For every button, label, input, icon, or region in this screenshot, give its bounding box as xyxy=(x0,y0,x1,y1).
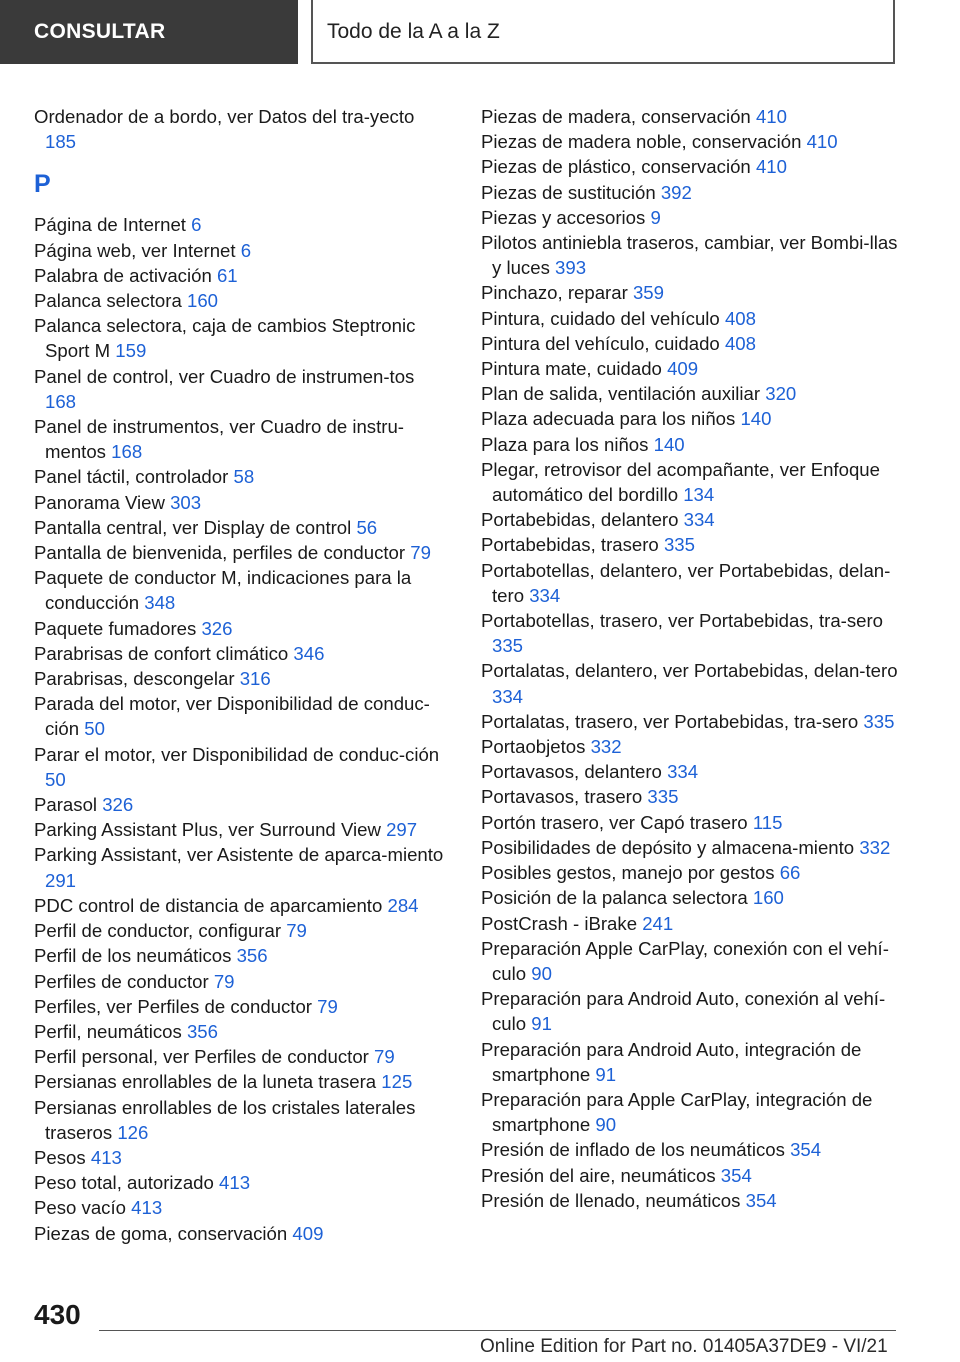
index-entry xyxy=(481,1163,911,1188)
entry-term: Plan de salida, ventilación auxiliar xyxy=(481,383,761,405)
page-reference-link[interactable]: 335 xyxy=(663,534,695,556)
page-reference-link[interactable]: 140 xyxy=(653,433,685,455)
index-entry xyxy=(481,835,911,860)
index-entry xyxy=(481,810,911,835)
index-entry xyxy=(34,817,444,842)
chapter-title: Todo de la A a la Z xyxy=(311,0,895,64)
index-entry xyxy=(481,1037,911,1087)
entry-term: Piezas de plástico, conservación xyxy=(481,156,751,178)
page-reference-link[interactable]: 320 xyxy=(765,383,797,405)
footer-divider xyxy=(99,1330,896,1331)
index-list-pre xyxy=(34,104,444,154)
index-entry xyxy=(481,658,911,708)
entry-term: Pinchazo, reparar xyxy=(481,282,628,304)
entry-term: Piezas y accesorios xyxy=(481,206,646,228)
entry-term: Pintura, cuidado del vehículo xyxy=(481,307,720,329)
page-reference-link[interactable]: 125 xyxy=(381,1071,413,1093)
index-entry xyxy=(481,532,911,557)
entry-term: Perfiles, ver Perfiles de conductor xyxy=(34,995,312,1017)
entry-term: Paquete de conductor M, indicaciones para la conducción xyxy=(34,567,412,614)
entry-term: Portabebidas, delantero xyxy=(481,509,679,531)
index-entry xyxy=(34,515,444,540)
index-entry xyxy=(34,641,444,666)
page-reference-link[interactable]: 79 xyxy=(213,970,235,992)
page-reference-link[interactable]: 326 xyxy=(201,617,233,639)
page-reference-link[interactable]: 413 xyxy=(219,1172,251,1194)
entry-term: Página web, ver Internet xyxy=(34,239,236,261)
index-entry xyxy=(34,1019,444,1044)
page-reference-link[interactable]: 140 xyxy=(740,408,772,430)
page-header xyxy=(0,0,960,66)
entry-term: Portavasos, trasero xyxy=(481,786,643,808)
index-entry xyxy=(481,406,911,431)
index-entry xyxy=(481,381,911,406)
letter-heading: P xyxy=(34,170,51,199)
page-reference-link[interactable]: 413 xyxy=(131,1197,163,1219)
entry-term: Portaobjetos xyxy=(481,736,586,758)
index-entry xyxy=(481,1087,911,1137)
index-entry xyxy=(481,885,911,910)
page-reference-link[interactable]: 359 xyxy=(632,282,664,304)
page-reference-link[interactable]: 303 xyxy=(170,491,202,513)
entry-term: Perfil de conductor, configurar xyxy=(34,920,282,942)
page-reference-link[interactable]: 413 xyxy=(90,1146,122,1168)
index-entry xyxy=(481,205,911,230)
page-reference-link[interactable]: 297 xyxy=(386,819,418,841)
index-entry xyxy=(34,288,444,313)
page-reference-link[interactable]: 126 xyxy=(117,1121,149,1143)
page-reference-link[interactable]: 354 xyxy=(745,1189,777,1211)
page-reference-link[interactable]: 50 xyxy=(45,768,66,790)
entry-term: Peso total, autorizado xyxy=(34,1172,214,1194)
index-entry xyxy=(481,1188,911,1213)
page-reference-link[interactable]: 346 xyxy=(293,642,325,664)
entry-term: Presión del aire, neumáticos xyxy=(481,1164,716,1186)
entry-term: Perfiles de conductor xyxy=(34,970,209,992)
page-reference-link[interactable]: 335 xyxy=(647,786,679,808)
index-entry xyxy=(481,306,911,331)
entry-term: Portalatas, delantero, ver Portabebidas, delan‐tero xyxy=(481,660,898,682)
entry-term: Paquete fumadores xyxy=(34,617,197,639)
page-reference-link[interactable]: 134 xyxy=(683,484,715,506)
entry-term: Palabra de activación xyxy=(34,264,212,286)
entry-term: Portabebidas, trasero xyxy=(481,534,659,556)
index-entry xyxy=(34,1221,444,1246)
index-entry xyxy=(34,238,444,263)
entry-term: Panorama View xyxy=(34,491,165,513)
entry-term: Perfil de los neumáticos xyxy=(34,945,232,967)
page-reference-link[interactable]: 334 xyxy=(667,761,699,783)
entry-term: Pesos xyxy=(34,1146,86,1168)
entry-term: Preparación para Android Auto, integración de smartphone xyxy=(481,1038,862,1085)
index-entry xyxy=(34,565,444,615)
entry-term: Preparación para Apple CarPlay, integración de smartphone xyxy=(481,1088,873,1136)
entry-term: Parasol xyxy=(34,794,98,816)
section-label: CONSULTAR xyxy=(0,0,298,64)
index-entry xyxy=(481,104,911,129)
entry-term: Portabotellas, delantero, ver Portabebidas, delan‐tero xyxy=(481,559,891,606)
index-entry xyxy=(481,911,911,936)
page-reference-link[interactable]: 79 xyxy=(410,542,431,564)
index-entry xyxy=(481,129,911,154)
index-list-right xyxy=(481,104,911,1213)
page-number: 430 xyxy=(34,1299,81,1330)
index-entry xyxy=(481,1137,911,1162)
index-entry xyxy=(481,356,911,381)
page-reference-link[interactable]: 291 xyxy=(45,869,77,891)
index-entry xyxy=(34,616,444,641)
index-entry xyxy=(481,457,911,507)
page-reference-link[interactable]: 356 xyxy=(186,1020,218,1042)
index-entry xyxy=(34,1095,444,1145)
index-list-left xyxy=(34,212,444,1245)
page-reference-link[interactable]: 50 xyxy=(84,718,105,740)
index-entry xyxy=(481,154,911,179)
index-entry xyxy=(34,414,444,464)
entry-term: Parar el motor, ver Disponibilidad de conduc‐ción xyxy=(34,743,440,765)
page-reference-link[interactable]: 354 xyxy=(790,1139,822,1161)
index-entry xyxy=(34,691,444,741)
index-entry xyxy=(34,464,444,489)
index-entry xyxy=(481,280,911,305)
index-entry xyxy=(481,230,911,280)
entry-term: Plaza adecuada para los niños xyxy=(481,408,736,430)
page-reference-link[interactable]: 90 xyxy=(595,1114,617,1136)
index-entry xyxy=(34,666,444,691)
index-entry xyxy=(481,180,911,205)
page-reference-link[interactable]: 410 xyxy=(755,156,787,178)
page-reference-link[interactable]: 409 xyxy=(667,358,699,380)
entry-term: Presión de llenado, neumáticos xyxy=(481,1189,741,1211)
index-entry xyxy=(481,784,911,809)
page-reference-link[interactable]: 79 xyxy=(374,1046,395,1068)
page-reference-link[interactable]: 79 xyxy=(286,920,307,942)
page-reference-link[interactable]: 56 xyxy=(356,516,378,538)
page-reference-link[interactable]: 332 xyxy=(859,836,891,858)
entry-term: Piezas de sustitución xyxy=(481,181,656,203)
index-entry xyxy=(34,742,444,792)
entry-term: Parabrisas de confort climático xyxy=(34,642,289,664)
entry-term: Panel táctil, controlador xyxy=(34,466,229,488)
page-reference-link[interactable]: 160 xyxy=(186,290,219,312)
entry-term: Piezas de madera noble, conservación xyxy=(481,131,802,153)
page-reference-link[interactable]: 392 xyxy=(660,181,692,203)
page-reference-link[interactable]: 241 xyxy=(642,912,674,934)
index-entry xyxy=(34,1195,444,1220)
page-reference-link[interactable]: 335 xyxy=(492,635,524,657)
page-reference-link[interactable]: 334 xyxy=(683,509,715,531)
index-entry xyxy=(34,943,444,968)
index-entry xyxy=(481,759,911,784)
page-reference-link[interactable]: 91 xyxy=(531,1013,552,1035)
page-reference-link[interactable]: 334 xyxy=(529,584,561,606)
page-reference-link[interactable]: 185 xyxy=(45,131,77,153)
index-entry xyxy=(34,1170,444,1195)
entry-term: PDC control de distancia de aparcamiento xyxy=(34,894,383,916)
page-reference-link[interactable]: 335 xyxy=(863,710,895,732)
page-reference-link[interactable]: 160 xyxy=(752,887,784,909)
entry-term: Preparación para Android Auto, conexión al vehí‐culo xyxy=(481,988,886,1035)
entry-term: Pantalla de bienvenida, perfiles de conductor xyxy=(34,542,406,564)
index-entry xyxy=(34,792,444,817)
index-entry xyxy=(481,709,911,734)
page-reference-link[interactable]: 316 xyxy=(239,668,271,690)
index-entry xyxy=(481,608,911,658)
entry-term: Panel de control, ver Cuadro de instrumen‐tos xyxy=(34,365,415,387)
entry-term: Perfil personal, ver Perfiles de conductor xyxy=(34,1046,369,1068)
index-entry xyxy=(34,313,444,363)
index-entry xyxy=(481,331,911,356)
page-reference-link[interactable]: 393 xyxy=(555,257,587,279)
index-entry xyxy=(34,893,444,918)
page-reference-link[interactable]: 168 xyxy=(111,441,143,463)
page-reference-link[interactable]: 410 xyxy=(806,131,838,153)
entry-term: Pintura del vehículo, cuidado xyxy=(481,332,720,354)
page-reference-link[interactable]: 79 xyxy=(317,995,338,1017)
entry-term: Pintura mate, cuidado xyxy=(481,358,662,380)
entry-term: Palanca selectora xyxy=(34,290,182,312)
index-entry xyxy=(34,842,444,892)
entry-term: Plegar, retrovisor del acompañante, ver Enfoque automático del bordillo xyxy=(481,458,880,506)
index-entry xyxy=(481,986,911,1036)
entry-term: Posibilidades de depósito y almacena‐miento xyxy=(481,836,855,858)
index-entry xyxy=(34,490,444,515)
entry-term: Perfil, neumáticos xyxy=(34,1020,182,1042)
page-reference-link[interactable]: 326 xyxy=(102,794,134,816)
entry-term: Portavasos, delantero xyxy=(481,761,662,783)
entry-term: Plaza para los niños xyxy=(481,433,649,455)
entry-term: Persianas enrollables de la luneta trasera xyxy=(34,1071,377,1093)
entry-term: Preparación Apple CarPlay, conexión con el vehí‐culo xyxy=(481,937,889,984)
page-reference-link[interactable]: 6 xyxy=(191,214,202,236)
index-entry xyxy=(481,507,911,532)
entry-term: Ordenador de a bordo, ver Datos del tra‐yecto xyxy=(34,106,415,127)
page-reference-link[interactable]: 332 xyxy=(590,736,622,758)
entry-term: Parking Assistant, ver Asistente de aparca‐miento xyxy=(34,844,444,866)
page-reference-link[interactable]: 409 xyxy=(292,1222,324,1244)
page-reference-link[interactable]: 159 xyxy=(115,340,147,362)
index-entry xyxy=(481,860,911,885)
index-entry xyxy=(34,364,444,414)
index-entry xyxy=(34,263,444,288)
index-entry xyxy=(481,936,911,986)
page-reference-link[interactable]: 334 xyxy=(492,685,524,707)
entry-term: Peso vacío xyxy=(34,1197,126,1219)
index-column-right xyxy=(481,104,911,1213)
index-entry xyxy=(34,918,444,943)
page-reference-link[interactable]: 168 xyxy=(45,390,77,412)
index-entry xyxy=(481,734,911,759)
index-entry xyxy=(481,432,911,457)
page-reference-link[interactable]: 410 xyxy=(755,106,787,127)
index-column-left xyxy=(34,104,444,1246)
entry-term: PostCrash - iBrake xyxy=(481,912,638,934)
index-entry xyxy=(34,1145,444,1170)
page-reference-link[interactable]: 356 xyxy=(236,945,268,967)
page-reference-link[interactable]: 90 xyxy=(531,962,552,984)
page-reference-link[interactable]: 408 xyxy=(724,307,756,329)
page-reference-link[interactable]: 6 xyxy=(240,239,252,261)
page-reference-link[interactable]: 354 xyxy=(720,1164,752,1186)
edition-footer: Online Edition for Part no. 01405A37DE9 - VI/21 xyxy=(480,1336,888,1357)
entry-term: Panel de instrumentos, ver Cuadro de instru‐mentos xyxy=(34,416,404,463)
page-reference-link[interactable]: 115 xyxy=(752,811,783,833)
entry-term: Persianas enrollables de los cristales laterales traseros xyxy=(34,1096,416,1143)
index-entry xyxy=(34,1069,444,1094)
entry-term: Pantalla central, ver Display de control xyxy=(34,516,352,538)
entry-term: Parada del motor, ver Disponibilidad de conduc‐ción xyxy=(34,693,430,740)
entry-term: Posibles gestos, manejo por gestos xyxy=(481,862,775,884)
entry-term: Portabotellas, trasero, ver Portabebidas, tra‐sero xyxy=(481,610,884,632)
entry-term: Parking Assistant Plus, ver Surround View xyxy=(34,819,381,841)
index-entry xyxy=(34,540,444,565)
index-entry xyxy=(481,558,911,608)
index-entry xyxy=(34,104,444,154)
entry-term: Palanca selectora, caja de cambios Steptronic Sport M xyxy=(34,315,416,362)
entry-term: Portalatas, trasero, ver Portabebidas, tra‐sero xyxy=(481,710,859,732)
page-reference-link[interactable]: 408 xyxy=(724,332,756,354)
page-reference-link[interactable]: 284 xyxy=(387,894,419,916)
index-entry xyxy=(34,969,444,994)
page-reference-link[interactable]: 66 xyxy=(779,862,801,884)
page-reference-link[interactable]: 61 xyxy=(216,264,238,286)
entry-term: Página de Internet xyxy=(34,214,186,236)
entry-term: Portón trasero, ver Capó trasero xyxy=(481,811,748,833)
entry-term: Presión de inflado de los neumáticos xyxy=(481,1139,785,1161)
page-reference-link[interactable]: 58 xyxy=(233,466,255,488)
page-reference-link[interactable]: 91 xyxy=(595,1063,617,1085)
entry-term: Pilotos antiniebla traseros, cambiar, ver Bombi‐llas y luces xyxy=(481,232,898,279)
page-reference-link[interactable]: 348 xyxy=(144,592,176,614)
page-reference-link[interactable]: 9 xyxy=(650,206,661,228)
entry-term: Piezas de madera, conservación xyxy=(481,106,751,127)
entry-term: Piezas de goma, conservación xyxy=(34,1222,288,1244)
index-entry xyxy=(34,212,444,237)
entry-term: Parabrisas, descongelar xyxy=(34,668,235,690)
index-entry xyxy=(34,994,444,1019)
entry-term: Posición de la palanca selectora xyxy=(481,887,748,909)
index-entry xyxy=(34,1044,444,1069)
